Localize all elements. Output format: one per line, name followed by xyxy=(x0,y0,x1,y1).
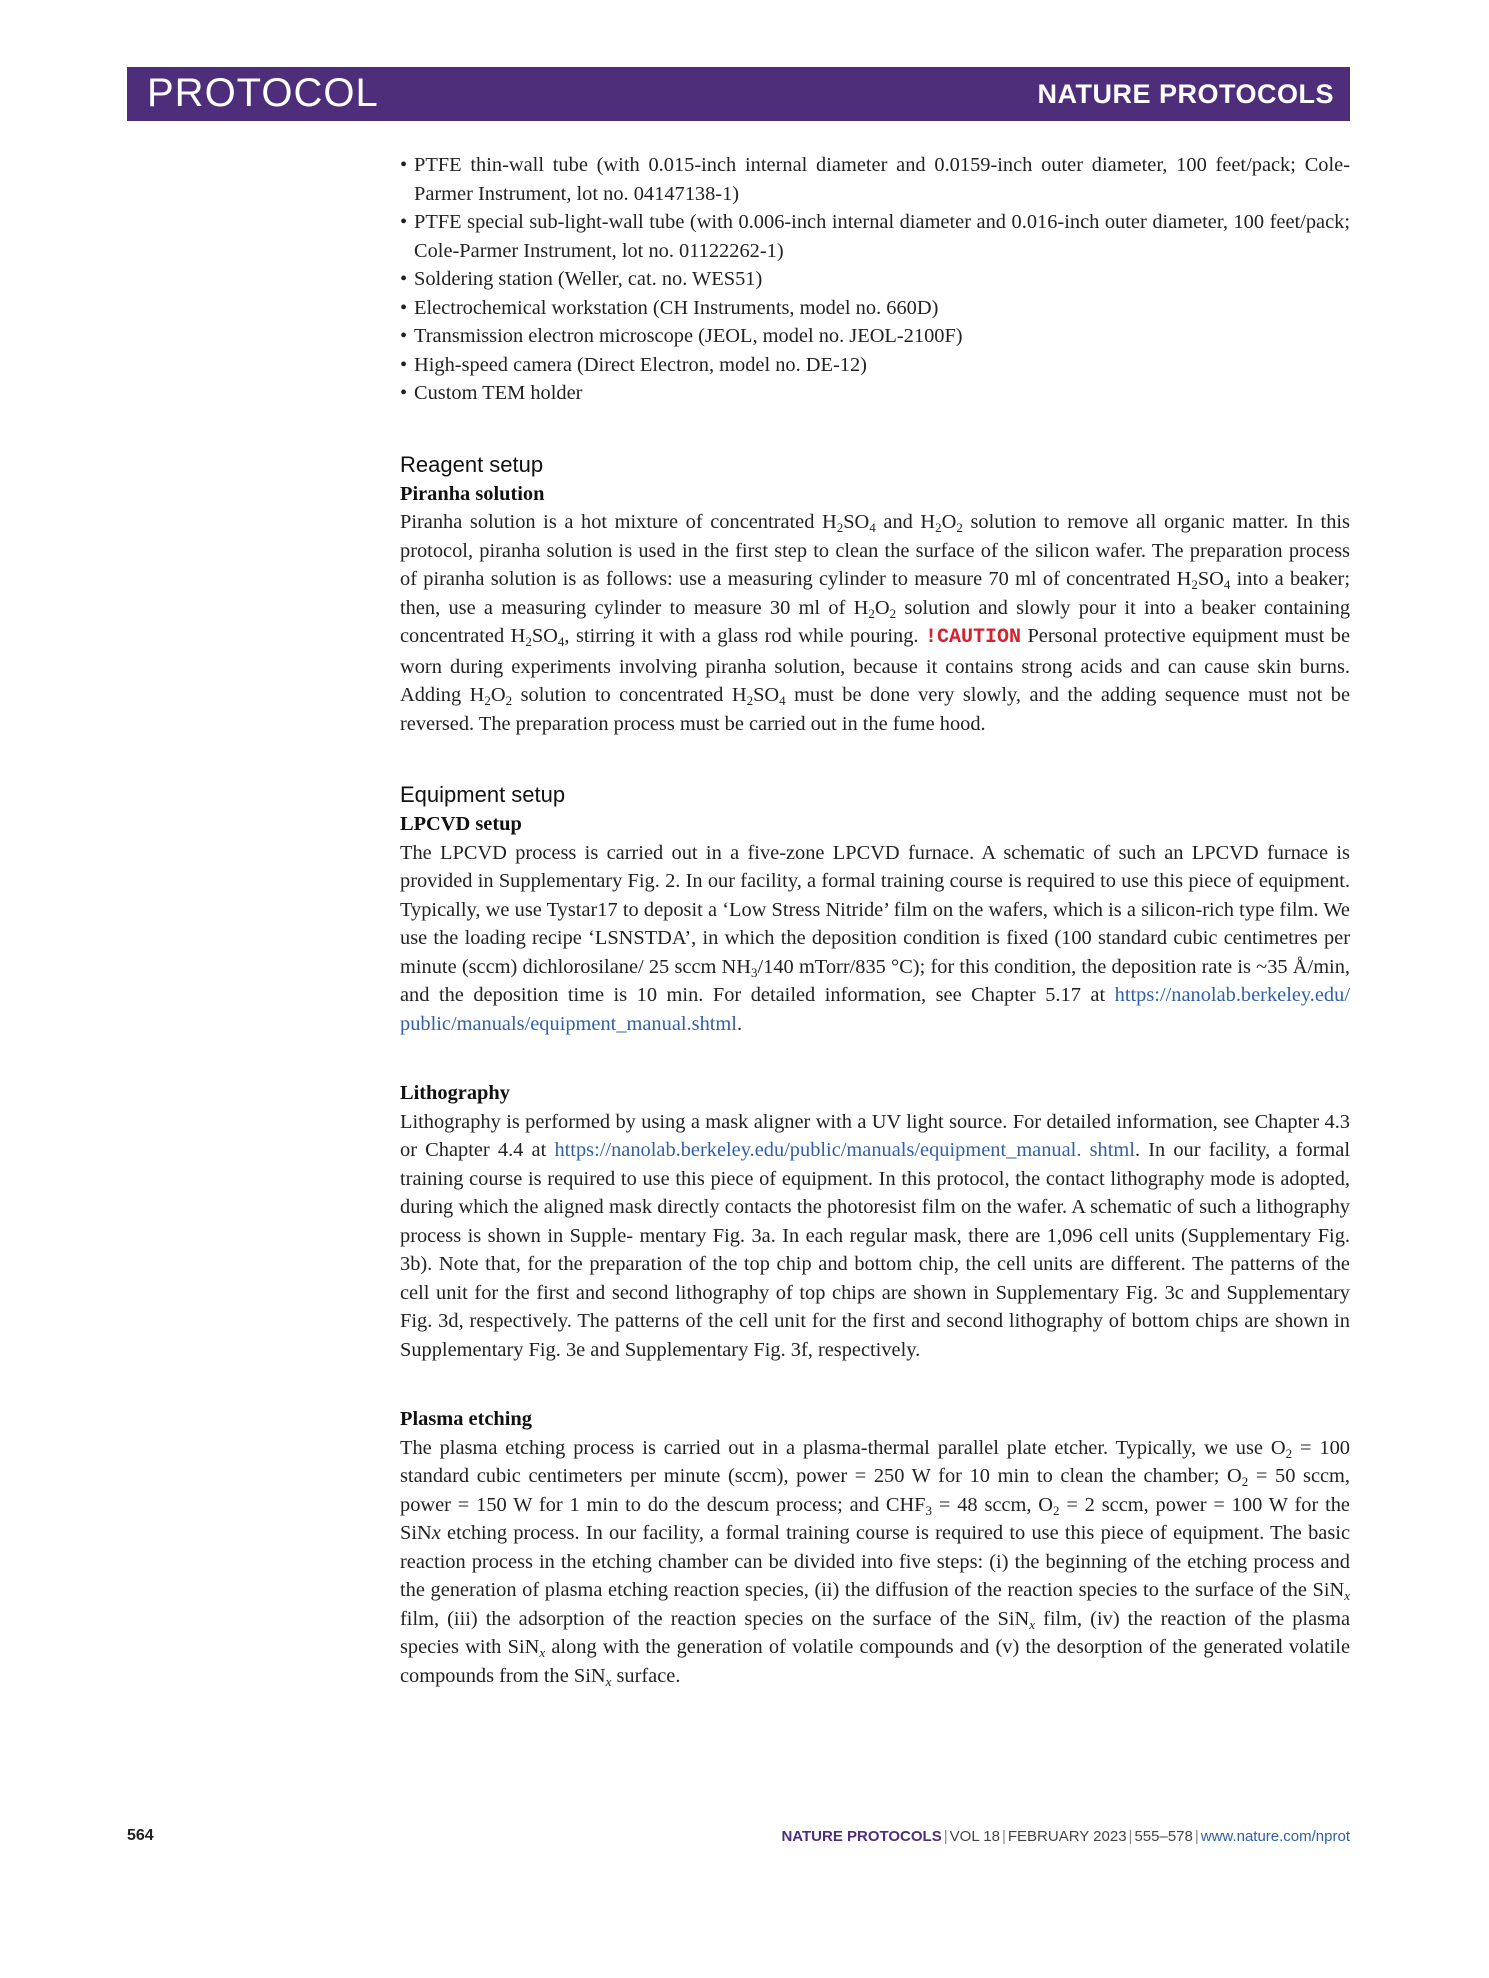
bullet-icon: • xyxy=(400,211,408,233)
footer-pages: 555–578 xyxy=(1134,1828,1193,1845)
reagent-setup-heading: Reagent setup xyxy=(400,451,544,477)
bullet-icon: • xyxy=(400,382,408,404)
plasma-etching-heading: Plasma etching xyxy=(400,1408,532,1430)
footer-date: FEBRUARY 2023 xyxy=(1007,1828,1127,1845)
list-item: • Electrochemical workstation (CH Instruments, model no. 660D) xyxy=(400,294,1350,323)
piranha-paragraph: Piranha solution is a hot mixture of concentrated $H_2SO_4$ and $H_2O_2$ solution to remove all organic matter. In this protocol, piranha solution is used in the first step to clean the surface of the silicon wafer. The preparation process of piranha solution is as follows: use a measuring cylinder to measure 70 ml of concentrated $H_2SO_4$ into a beaker; then, use a measuring cylinder to measure 30 ml of $H_2O_2$ solution and slowly pour it into a beaker containing concentrated $H_2SO_4$, stirring it with a glass rod while pouring. !CAUTION Personal protective equipment must be worn during experiments involving piranha solution, because it contains strong acids and can cause skin burns. Adding $H_2O_2$ solution to concentrated $H_2SO_4$ must be done very slowly, and the adding sequence must not be reversed. The preparation process must be carried out in the fume hood. xyxy=(400,511,1351,735)
bullet-icon: • xyxy=(400,353,408,376)
list-item: • Soldering station (Weller, cat. no. WES51) xyxy=(400,265,1350,294)
equipment-setup-heading: Equipment setup xyxy=(400,782,566,807)
lpcvd-paragraph: The LPCVD process is carried out in a five-zone LPCVD furnace. A schematic of such an LPCVD furnace is provided in Supplementary Fig. 2. In our facility, a formal training course is required to use this piece of equipment. Typically, we use Tystar17 to deposit a ‘Low Stress Nitride’ film on the wafers, which is a silicon-rich type film. We use the loading recipe ‘LSNSTDA’, in which the deposition condition is fixed (100 standard cubic centimetres per minute (sccm) dichlorosilane/ 25 sccm $NH_3/140$ mTorr/835 °C); for this condition, the deposition rate is ~35 Å/min, and the deposition time is 10 min. For detailed information, see Chapter 5.17 at https://nanolab.berkeley.edu/ public/manuals/equipment_manual.shtml. xyxy=(400,841,1351,1035)
main-content xyxy=(400,151,1350,1690)
piranha-solution-heading: Piranha solution xyxy=(400,482,545,505)
list-item: • High-speed camera (Direct Electron, model no. DE-12) xyxy=(400,351,1350,380)
bullet-icon: • xyxy=(400,268,408,290)
footer-url-link[interactable]: www.nature.com/nprot xyxy=(1200,1828,1350,1845)
footer-volume: VOL 18 xyxy=(949,1828,1000,1845)
plasma-etching-paragraph: The plasma etching process is carried out in a plasma-thermal parallel plate etcher. Typically, we use $O_2 = 100$ standard cubic centimeters per minute (sccm), power = 250 W for 10 min to clean the chamber; $O_2 = 50$ sccm, power = 150 W for 1 min to do the descum process; and $CHF_3 = 48$ sccm, $O_2 = 2$ sccm, power = 100 W for the SiNx etching process. In our facility, a formal training course is required to use this piece of equipment. The basic reaction process in the etching chamber can be divided into five steps: (i) the beginning of the etching process and the generation of plasma etching reaction species, (ii) the diffusion of the reaction species to the surface of the SiN$_x$ film, (iii) the adsorption of the reaction species on the surface of the SiN$_x$ film, (iv) the reaction of the plasma species with SiN$_x$ along with the generation of volatile compounds and (v) the desorption of the generated volatile compounds from the SiN$_x$ surface. xyxy=(400,1436,1351,1689)
footer-journal: NATURE PROTOCOLS xyxy=(781,1828,942,1845)
list-item: • PTFE thin-wall tube (with 0.015-inch internal diameter and 0.0159-inch outer diameter, 100 feet/pack; Cole-Parmer Instrument, lot no. 04147138-1) xyxy=(400,151,1350,208)
equipment-list xyxy=(400,151,1350,408)
bullet-icon: • xyxy=(400,296,408,319)
equipment-manual-link[interactable]: https://nanolab.berkeley.edu/ public/manuals/equipment_manual.shtml xyxy=(400,984,1350,1035)
header-bar xyxy=(127,67,1350,121)
lithography-heading: Lithography xyxy=(400,1082,510,1104)
footer-citation: NATURE PROTOCOLS | VOL 18 | FEBRUARY 2023 | 555–578 | www.nature.com/nprot xyxy=(781,1828,1350,1845)
lpcvd-setup-heading: LPCVD setup xyxy=(400,813,522,835)
list-item: • Custom TEM holder xyxy=(400,379,1350,408)
list-item: • PTFE special sub-light-wall tube (with 0.006-inch internal diameter and 0.016-inch outer diameter, 100 feet/pack; Cole-Parmer Instrument, lot no. 01122262-1) xyxy=(400,208,1350,265)
caution-label: !CAUTION xyxy=(924,626,1021,649)
lithography-paragraph: Lithography is performed by using a mask aligner with a UV light source. For detailed information, see Chapter 4.3 or Chapter 4.4 at https://nanolab.berkeley.edu/public/manuals/equipment_manual. shtml. In our facility, a formal training course is required to use this piece of equipment. In this protocol, the contact lithography mode is adopted, during which the aligned mask directly contacts the photoresist film on the wafer. A schematic of such a lithography process is shown in Supple- mentary Fig. 3a. In each regular mask, there are 1,096 cell units (Supplementary Fig. 3b). Note that, for the preparation of the top chip and bottom chip, the cell units are different. The patterns of the cell unit for the first and second lithography of top chips are shown in Supplementary Fig. 3c and Supplementary Fig. 3d, respectively. The patterns of the cell unit for the first and second lithography of bottom chips are shown in Supplementary Fig. 3e and Supplementary Fig. 3f, respectively. xyxy=(400,1110,1350,1361)
bullet-icon: • xyxy=(400,154,408,176)
page-number: 564 xyxy=(127,1827,154,1844)
journal-label: NATURE PROTOCOLS xyxy=(1037,79,1334,109)
list-item: • Transmission electron microscope (JEOL, model no. JEOL-2100F) xyxy=(400,322,1350,351)
section-label: PROTOCOL xyxy=(147,71,379,115)
lithography-manual-link[interactable]: https://nanolab.berkeley.edu/public/manuals/equipment_manual. shtml xyxy=(554,1139,1135,1161)
bullet-icon: • xyxy=(400,325,408,347)
